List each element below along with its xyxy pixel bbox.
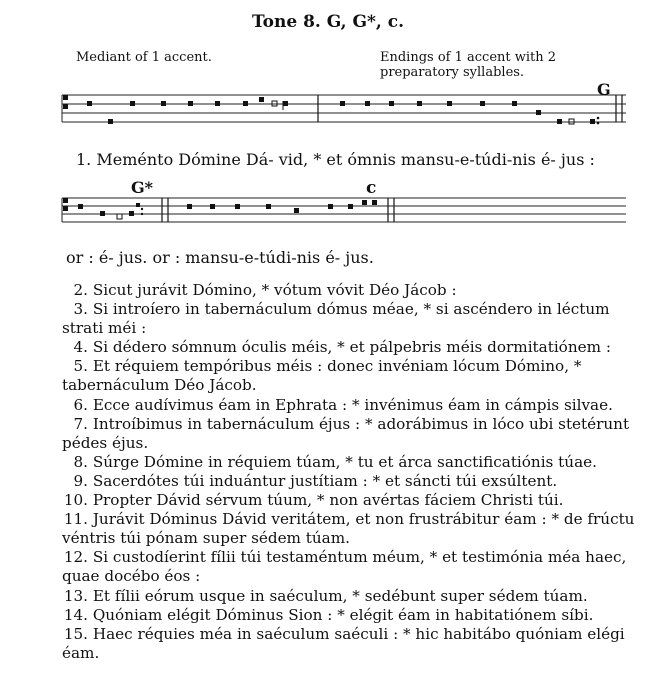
verse-13 <box>62 587 642 606</box>
verse-9 <box>62 472 642 491</box>
verse-text: Si custodíerint fílii túi testaméntum méum, * et testimónia méa haec, quae docébo éos : <box>62 548 627 586</box>
verse-list <box>62 281 642 663</box>
verse-10 <box>62 491 642 510</box>
verse-number: 14. <box>63 605 88 624</box>
verse-number: 10. <box>63 491 88 510</box>
verse-text: Súrge Dómine in réquiem túam, * tu et árca sanctificatiónis túae. <box>92 452 597 471</box>
verse-text: Si dédero sómnum óculis méis, * et pálpebris méis dormitatiónem : <box>92 338 611 357</box>
or-line: or : é- jus. or : mansu-e-túdi-nis é- jus. <box>66 248 374 267</box>
verse-text: Ecce audívimus éam in Ephrata : * invénimus éam in cámpis silvae. <box>92 395 613 414</box>
verse-number: 13. <box>63 586 88 605</box>
verse-text: Et réquiem tempóribus méis : donec invéniam lócum Dómino, * tabernáculum Déo Jácob. <box>62 357 582 395</box>
ending-letter-g-star: G* <box>131 178 154 197</box>
verse-number: 2. <box>73 281 88 299</box>
verse-5 <box>62 357 642 395</box>
endings-label: Endings of 1 accent with 2 preparatory syllables. <box>380 50 557 80</box>
verse-text: Introíbimus in tabernáculum éjus : * adorábimus in lóco ubi stetérunt pédes éjus. <box>62 414 630 452</box>
verse-text: Et fílii eórum usque in saéculum, * sedébunt super sédem túam. <box>92 586 588 605</box>
verse-14 <box>62 606 642 625</box>
verse-text: Si introíero in tabernáculum dómus méae, * si ascéndero in léctum strati méi : <box>62 300 610 338</box>
chant-staff-2 <box>60 185 630 235</box>
verse-text: Quóniam elégit Dóminus Sion : * elégit éam in habitatiónem síbi. <box>92 605 594 624</box>
verse-text: Haec réquies méa in saéculum saéculi : * hic habitábo quóniam elégi éam. <box>62 624 625 662</box>
verse-2 <box>62 281 642 300</box>
verse-number: 7. <box>73 414 88 433</box>
verse-11 <box>62 510 642 548</box>
verse-number: 15. <box>63 624 88 643</box>
verse-text: Propter Dávid sérvum túum, * non avértas fáciem Christi túi. <box>92 491 564 510</box>
chant-staff-1 <box>60 80 630 142</box>
verse-12 <box>62 548 642 586</box>
verse-15 <box>62 625 642 663</box>
verse-4 <box>62 338 642 357</box>
verse-number: 12. <box>63 548 88 567</box>
verse-text: Sicut jurávit Dómino, * vótum vóvit Déo Jácob : <box>92 281 457 299</box>
verse-number: 9. <box>73 471 88 490</box>
ending-letter-c: c <box>366 178 377 198</box>
verse-1: 1. Meménto Dómine Dá- vid, * et ómnis mansu-e-túdi-nis é- jus : <box>76 150 595 169</box>
verse-3 <box>62 300 642 338</box>
verse-number: 3. <box>73 300 88 319</box>
verse-number: 8. <box>73 452 88 471</box>
verse-text: Sacerdótes túi induántur justítiam : * et sáncti túi exsúltent. <box>92 471 558 490</box>
mediant-label: Mediant of 1 accent. <box>76 50 212 65</box>
verse-number: 11. <box>63 510 88 529</box>
ending-letter-g: G <box>597 80 611 99</box>
page-title: Tone 8. G, G*, c. <box>251 12 405 32</box>
verse-number: 6. <box>73 395 88 414</box>
verse-7 <box>62 415 642 453</box>
verse-text: Jurávit Dóminus Dávid veritátem, et non frustrábitur éam : * de frúctu véntris túi pónam super sédem túam. <box>62 510 635 548</box>
verse-number: 4. <box>73 338 88 357</box>
verse-6 <box>62 396 642 415</box>
verse-8 <box>62 453 642 472</box>
verse-number: 5. <box>73 357 88 376</box>
